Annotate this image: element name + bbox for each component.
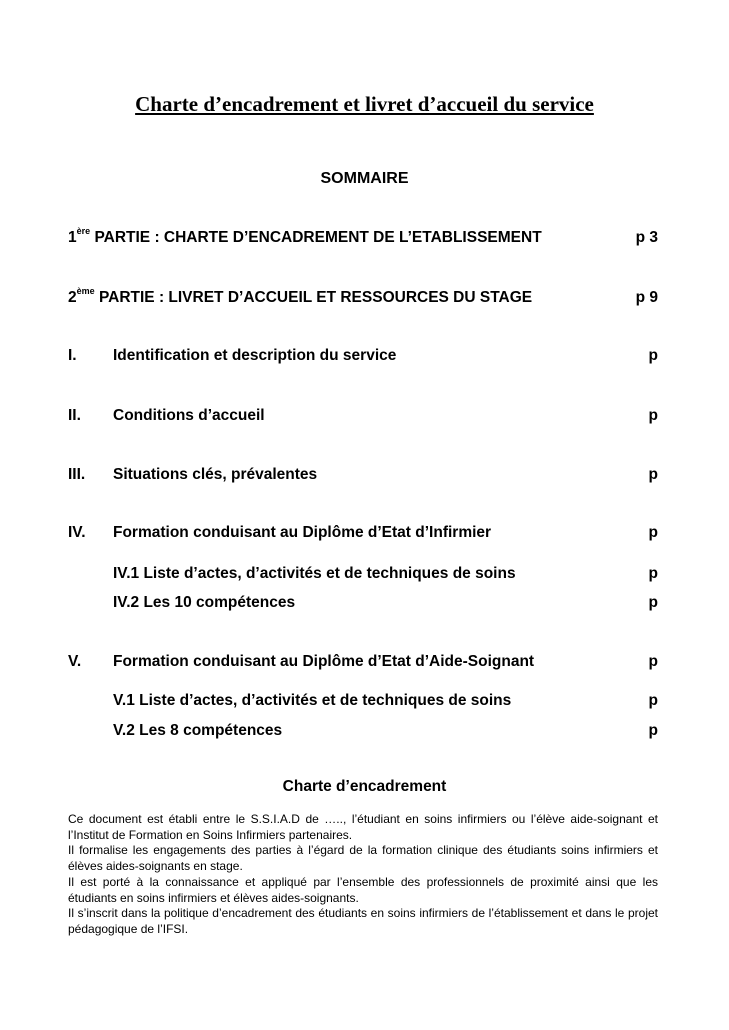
- toc-subrow: [68, 720, 658, 742]
- toc-row: [68, 345, 658, 367]
- toc-number: IV.: [68, 524, 86, 541]
- toc-label: Situations clés, prévalentes: [113, 466, 318, 483]
- part-2-text: PARTIE : LIVRET D’ACCUEIL ET RESSOURCES DU STAGE: [94, 289, 533, 306]
- toc-page: p: [648, 524, 658, 541]
- toc-page: p: [648, 407, 658, 424]
- paragraph: Ce document est établi entre le S.S.I.A.D de ….., l’étudiant en soins infirmiers ou l’élève aide-soignant et l’Institut de Formation en Soins Infirmiers partenaires.: [68, 812, 658, 842]
- part-2-page: p 9: [635, 289, 658, 306]
- toc-label: Conditions d’accueil: [113, 407, 265, 424]
- toc-page: p: [648, 594, 658, 611]
- toc-page: p: [648, 565, 658, 582]
- toc-number: III.: [68, 466, 86, 483]
- sommaire-heading: SOMMAIRE: [320, 170, 409, 187]
- toc-sublabel: V.2 Les 8 compétences: [113, 722, 283, 739]
- toc-label: Identification et description du service: [113, 347, 397, 364]
- part-1-text: PARTIE : CHARTE D’ENCADREMENT DE L’ETABLISSEMENT: [90, 229, 542, 246]
- part-1-page: p 3: [635, 229, 658, 246]
- paragraph: Il est porté à la connaissance et appliqué par l’ensemble des professionnels de proximité ainsi que les étudiants en soins infirmiers et élèves aides-soignants.: [68, 874, 658, 905]
- part-2-ordinal: 2: [68, 289, 77, 306]
- toc-label: Formation conduisant au Diplôme d’Etat d’Aide-Soignant: [113, 653, 535, 670]
- toc-row: [68, 651, 658, 673]
- toc-number: V.: [68, 653, 82, 670]
- toc-number: II.: [68, 407, 81, 424]
- part-2-sup: ème: [76, 285, 95, 296]
- toc-subrow: [68, 592, 658, 614]
- toc-subrow: [68, 690, 658, 712]
- toc-page: p: [648, 347, 658, 364]
- toc-number: I.: [68, 347, 77, 364]
- toc-sublabel: V.1 Liste d’actes, d’activités et de techniques de soins: [113, 692, 512, 709]
- part-1-row: [68, 227, 658, 249]
- toc-sublabel: IV.1 Liste d’actes, d’activités et de techniques de soins: [113, 565, 516, 582]
- part-1-sup: ère: [76, 225, 91, 236]
- part-2-row: [68, 287, 658, 309]
- paragraph: Il formalise les engagements des parties à l’égard de la formation clinique des étudiants soins infirmiers et élèves aides-soignants en stage.: [68, 843, 658, 874]
- toc-row: [68, 522, 658, 544]
- paragraph: Il s’inscrit dans la politique d’encadrement des étudiants en soins infirmiers de l’établissement et dans le projet pédagogique de l’IFSI.: [68, 906, 658, 936]
- toc-subrow: [68, 563, 658, 585]
- toc-page: p: [648, 722, 658, 739]
- part-1-label: [68, 227, 542, 249]
- charte-heading: Charte d’encadrement: [282, 778, 447, 795]
- toc-sublabel: IV.2 Les 10 compétences: [113, 594, 296, 611]
- toc-row: [68, 464, 658, 486]
- toc-page: p: [648, 653, 658, 670]
- document-title: Charte d’encadrement et livret d’accueil du service: [135, 92, 594, 116]
- part-2-label: [68, 287, 532, 309]
- toc-row: [68, 405, 658, 427]
- toc-page: p: [648, 466, 658, 483]
- toc-page: p: [648, 692, 658, 709]
- part-1-ordinal: 1: [68, 229, 77, 246]
- charte-body: [68, 812, 658, 938]
- toc-label: Formation conduisant au Diplôme d’Etat d’Infirmier: [113, 524, 492, 541]
